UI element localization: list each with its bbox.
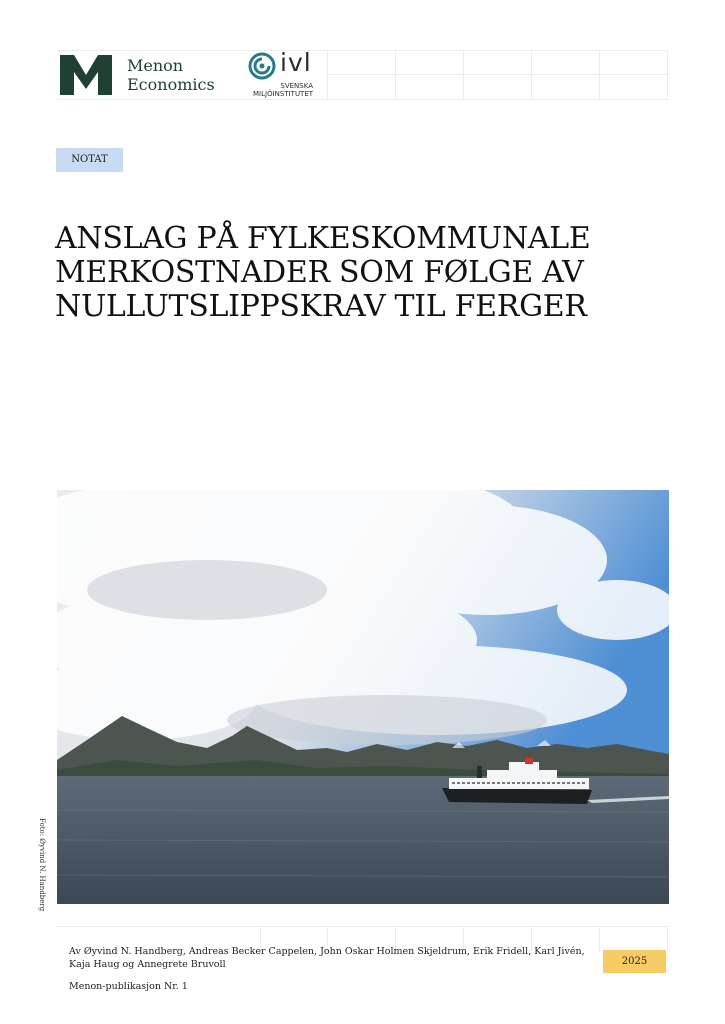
menon-economics-logo [60,54,230,98]
title-line-1: ANSLAG PÅ FYLKESKOMMUNALE [55,221,591,256]
photo-credit: Foto: Øyvind N. Handberg [38,818,46,912]
ivl-logo-sub2: MILJÖINSTITUTET [253,90,314,98]
ivl-logo-text: ivl [280,48,312,77]
ivl-logo [247,50,317,100]
menon-m-icon [60,55,112,95]
title-line-3: NULLUTSLIPPSKRAV TIL FERGER [55,289,587,324]
year-badge: 2025 [603,950,666,973]
document-type-badge: NOTAT [56,148,123,172]
author-list: Av Øyvind N. Handberg, Andreas Becker Cappelen, John Oskar Holmen Skjeldrum, Erik Fridell, Karl Jivén, Kaja Haug og Annegrete Bruvoll [69,946,585,970]
cover-photo-ferry [57,490,669,904]
document-title [55,222,665,324]
menon-logo-line1: Menon [127,56,184,75]
ivl-logo-sub1: SVENSKA [280,82,313,90]
title-line-2: MERKOSTNADER SOM FØLGE AV [55,255,584,290]
publication-number: Menon-publikasjon Nr. 1 [69,981,188,992]
menon-logo-line2: Economics [127,75,215,94]
ivl-swirl-icon [247,51,277,81]
